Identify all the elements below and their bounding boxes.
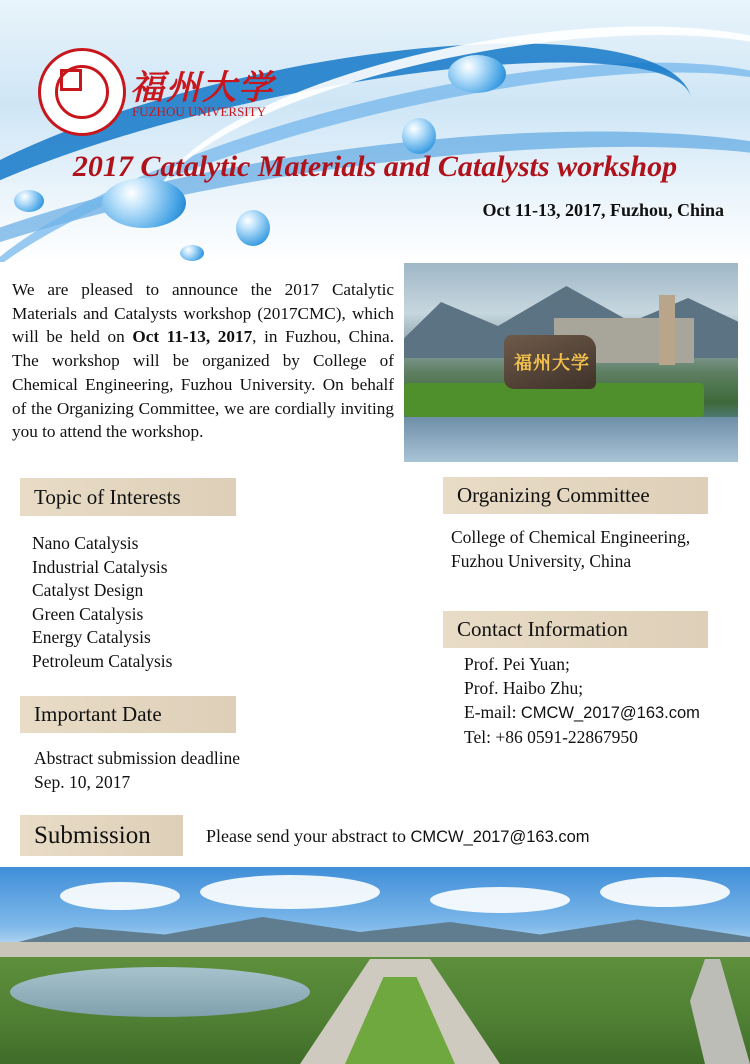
- banner-bubble: [236, 210, 270, 246]
- intro-date: Oct 11-13, 2017: [132, 327, 253, 347]
- organizing-text: [451, 525, 741, 573]
- email-label: E-mail:: [464, 702, 521, 722]
- contact-info: [464, 652, 700, 749]
- section-heading-submission: Submission: [20, 815, 183, 856]
- list-item: Energy Catalysis: [32, 627, 151, 648]
- workshop-title: 2017 Catalytic Materials and Catalysts workshop: [72, 150, 678, 183]
- organizing-line: Fuzhou University, China: [451, 551, 632, 571]
- section-heading-important-date: Important Date: [20, 696, 236, 733]
- submission-text: [206, 826, 590, 847]
- banner-swoosh: [135, 0, 750, 262]
- workshop-dateline: Oct 11-13, 2017, Fuzhou, China: [482, 200, 724, 220]
- list-item: Nano Catalysis: [32, 533, 139, 553]
- banner-bubble: [102, 178, 186, 228]
- list-item: Green Catalysis: [32, 603, 144, 624]
- university-name-en: FUZHOU UNIVERSITY: [132, 104, 266, 119]
- stone-inscription: 福州大学: [514, 353, 590, 374]
- submission-instruction: Please send your abstract to: [206, 826, 411, 846]
- campus-gate-photo: [404, 263, 738, 462]
- section-heading-topics: Topic of Interests: [20, 478, 236, 516]
- intro-paragraph: [12, 278, 394, 444]
- important-date-text: [34, 746, 240, 794]
- intro-text: , in Fuzhou, China. The workshop will be organized by College of Chemical Engineering, Fuzhou University. On behalf of the Organizing Committee, we are cordially inviting you to attend the workshop.: [12, 327, 394, 442]
- list-item: Catalyst Design: [32, 580, 144, 601]
- section-heading-contact: Contact Information: [443, 611, 708, 648]
- banner-bubble: [448, 55, 506, 93]
- contact-email-line: [464, 700, 700, 725]
- banner-bubble: [14, 190, 44, 212]
- submission-email-link[interactable]: CMCW_2017@163.com: [410, 828, 590, 846]
- section-heading-organizing: Organizing Committee: [443, 477, 708, 514]
- organizing-line: College of Chemical Engineering,: [451, 527, 691, 547]
- banner-bubble: [402, 118, 436, 154]
- university-seal-icon: [38, 48, 126, 136]
- deadline-date: Sep. 10, 2017: [34, 772, 131, 792]
- list-item: Industrial Catalysis: [32, 556, 168, 577]
- university-name-cn: 福州大学: [130, 68, 274, 108]
- list-item: Petroleum Catalysis: [32, 650, 173, 671]
- banner-bubble: [180, 245, 204, 261]
- campus-panorama-photo: [0, 867, 750, 1064]
- intro-text: We are pleased to announce the 2017 Catalytic Materials and Catalysts workshop (2017CMC), which will be held on: [12, 280, 394, 347]
- contact-email-link[interactable]: CMCW_2017@163.com: [520, 704, 700, 722]
- contact-person: Prof. Pei Yuan;: [464, 654, 570, 674]
- deadline-label: Abstract submission deadline: [34, 748, 241, 768]
- contact-tel: Tel: +86 0591-22867950: [464, 727, 638, 747]
- contact-person: Prof. Haibo Zhu;: [464, 678, 584, 698]
- topic-list: [32, 532, 172, 674]
- header-banner: [0, 0, 750, 262]
